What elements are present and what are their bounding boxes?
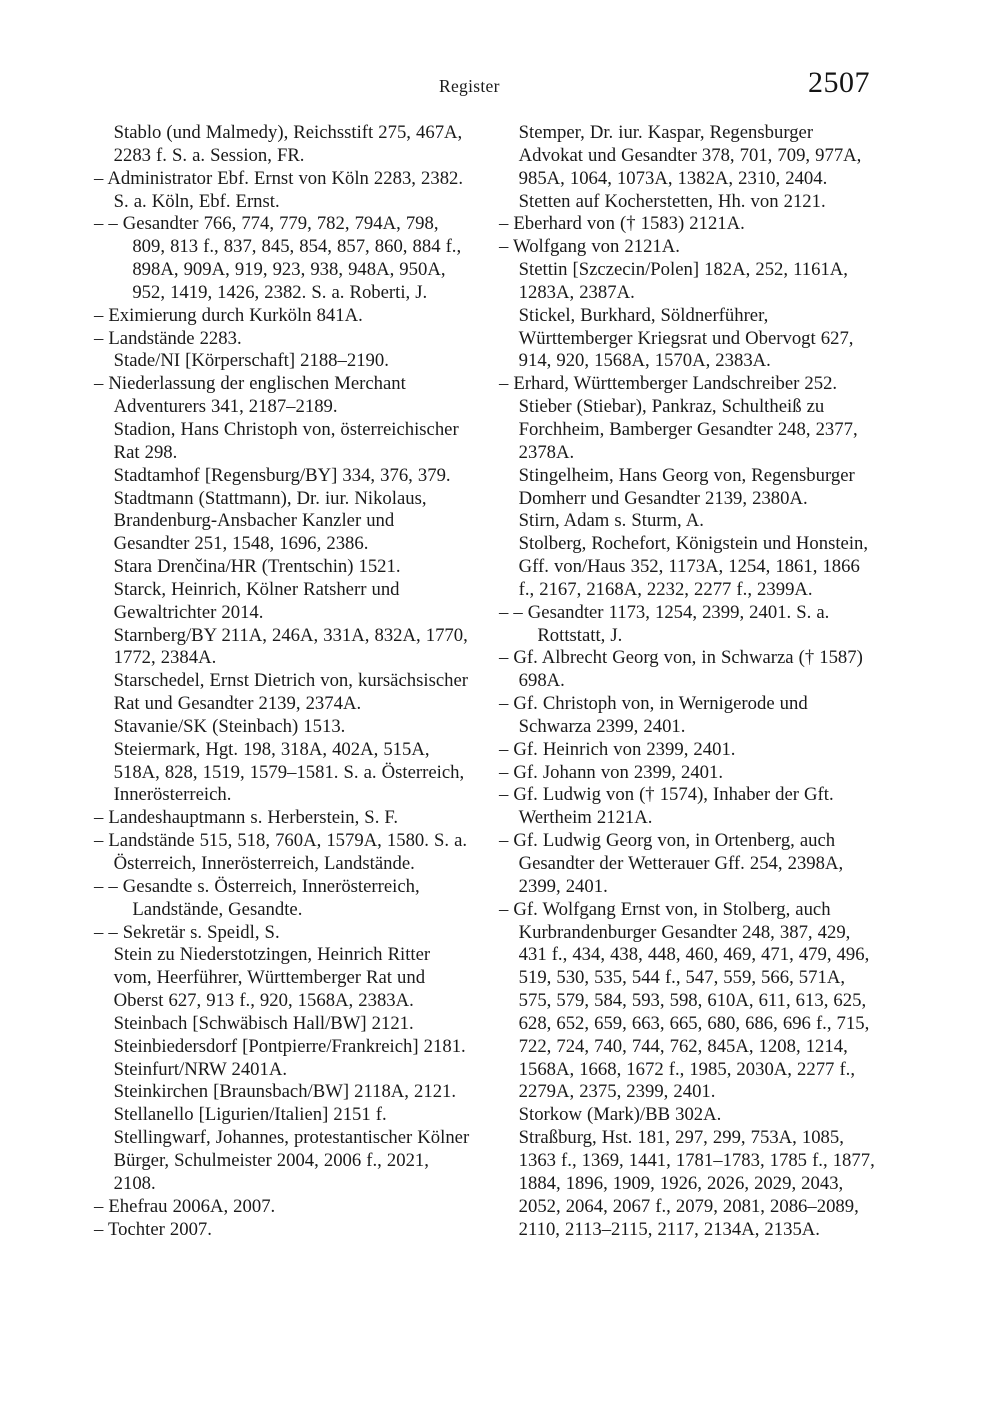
index-entry: – Wolfgang von 2121A.: [499, 236, 680, 258]
index-entry: Steinbiedersdorf [Pontpierre/Frankreich] 2181.: [113, 1035, 466, 1057]
index-entry: Steinbach [Schwäbisch Hall/BW] 2121.: [113, 1012, 414, 1034]
index-entry: Stein zu Niederstotzingen, Heinrich Ritter vom, Heerführer, Württemberger Rat und Oberst 627, 913 f., 920, 1568A, 2383A.: [113, 944, 431, 1012]
index-entry: – Tochter 2007.: [94, 1218, 212, 1240]
index-entry: Starck, Heinrich, Kölner Ratsherr und Gewaltrichter 2014.: [113, 578, 400, 623]
index-entry: – Niederlassung der englischen Merchant Adventurers 341, 2187–2189.: [94, 373, 406, 418]
index-columns: [94, 122, 876, 1241]
index-entry: Stadtmann (Stattmann), Dr. iur. Nikolaus, Brandenburg-Ansbacher Kanzler und Gesandter 251, 1548, 1696, 2386.: [113, 487, 427, 555]
index-entry: – Gf. Johann von 2399, 2401.: [499, 761, 724, 783]
index-entry: Stavanie/SK (Steinbach) 1513.: [113, 715, 346, 737]
running-head: [94, 66, 870, 106]
index-column-right: [499, 122, 876, 1241]
index-entry: – Eximierung durch Kurköln 841A.: [94, 304, 363, 326]
index-entry: Stettin [Szczecin/Polen] 182A, 252, 1161A, 1283A, 2387A.: [518, 259, 848, 303]
index-entry: – Administrator Ebf. Ernst von Köln 2283, 2382. S. a. Köln, Ebf. Ernst.: [94, 167, 464, 212]
index-entry: – Gf. Ludwig von († 1574), Inhaber der Gft. Wertheim 2121A.: [499, 784, 834, 829]
index-entry: Stieber (Stiebar), Pankraz, Schultheiß zu Forchheim, Bamberger Gesandter 248, 2377, 2378A.: [518, 396, 858, 463]
index-entry: Straßburg, Hst. 181, 297, 299, 753A, 1085, 1363 f., 1369, 1441, 1781–1783, 1785 f., 1877, 1884, 1896, 1909, 1926, 2026, 2029, 2043, 2052, 2064, 2067 f., 2079, 2081, 2086–2089, 2110, 2113–2115, 2117, 2134A, 2135A.: [518, 1127, 875, 1240]
index-entry: – – Gesandter 1173, 1254, 2399, 2401. S. a. Rottstatt, J.: [499, 601, 830, 646]
index-entry: Steiermark, Hgt. 198, 318A, 402A, 515A, 518A, 828, 1519, 1579–1581. S. a. Österreich, Innerösterreich.: [113, 738, 465, 806]
index-entry: Stara Drenčina/HR (Trentschin) 1521.: [113, 556, 401, 578]
index-entry: Starschedel, Ernst Dietrich von, kursächsischer Rat und Gesandter 2139, 2374A.: [113, 670, 469, 715]
index-entry: – Gf. Heinrich von 2399, 2401.: [499, 738, 736, 760]
index-entry: Stablo (und Malmedy), Reichsstift 275, 467A, 2283 f. S. a. Session, FR.: [113, 122, 463, 166]
index-entry: Stetten auf Kocherstetten, Hh. von 2121.: [518, 190, 826, 212]
index-entry: Stemper, Dr. iur. Kaspar, Regensburger Advokat und Gesandter 378, 701, 709, 977A, 985A, 1064, 1073A, 1382A, 2310, 2404.: [518, 122, 862, 189]
index-entry: Stellingwarf, Johannes, protestantischer Kölner Bürger, Schulmeister 2004, 2006 f., 2021, 2108.: [113, 1127, 470, 1194]
index-entry: – Gf. Wolfgang Ernst von, in Stolberg, auch Kurbrandenburger Gesandter 248, 387, 429, 431 f., 434, 438, 448, 460, 469, 471, 479, 496, 519, 530, 535, 544 f., 547, 559, 566, 571A, 575, 579, 584, 593, 598, 610A, 611, 613, 625, 628, 652, 659, 663, 665, 680, 686, 696 f., 715, 722, 724, 740, 744, 762, 845A, 1208, 1214, 1568A, 1668, 1672 f., 1985, 2030A, 2277 f., 2279A, 2375, 2399, 2401.: [499, 898, 870, 1103]
index-entry: – Gf. Christoph von, in Wernigerode und Schwarza 2399, 2401.: [499, 693, 808, 737]
index-entry: – Landeshauptmann s. Herberstein, S. F.: [94, 807, 398, 829]
index-entry: Stolberg, Rochefort, Königstein und Honstein, Gff. von/Haus 352, 1173A, 1254, 1861, 1866 f., 2167, 2168A, 2232, 2277 f., 2399A.: [518, 533, 869, 600]
index-entry: – – Gesandte s. Österreich, Innerösterreich, Landstände, Gesandte.: [94, 875, 420, 920]
index-entry: Stellanello [Ligurien/Italien] 2151 f.: [113, 1104, 387, 1126]
index-entry: – – Gesandter 766, 774, 779, 782, 794A, 798, 809, 813 f., 837, 845, 854, 857, 860, 884 f., 898A, 909A, 919, 923, 938, 948A, 950A, 952, 1419, 1426, 2382. S. a. Roberti, J.: [94, 213, 462, 303]
index-entry: Stickel, Burkhard, Söldnerführer, Württemberger Kriegsrat und Obervogt 627, 914, 920, 1568A, 1570A, 2383A.: [518, 304, 854, 372]
index-entry: Storkow (Mark)/BB 302A.: [518, 1104, 722, 1126]
index-entry: Stade/NI [Körperschaft] 2188–2190.: [113, 350, 389, 372]
page-number: 2507: [808, 66, 870, 99]
index-entry: – Eberhard von († 1583) 2121A.: [499, 213, 745, 235]
index-entry: – Ehefrau 2006A, 2007.: [94, 1195, 276, 1217]
index-entry: – – Sekretär s. Speidl, S.: [94, 921, 280, 943]
index-entry: – Landstände 515, 518, 760A, 1579A, 1580. S. a. Österreich, Innerösterreich, Landstände.: [94, 830, 468, 874]
index-entry: – Landstände 2283.: [94, 327, 242, 349]
index-entry: – Erhard, Württemberger Landschreiber 252.: [499, 373, 838, 395]
index-entry: – Gf. Albrecht Georg von, in Schwarza († 1587) 698A.: [499, 647, 863, 692]
index-entry: Steinfurt/NRW 2401A.: [113, 1058, 288, 1080]
index-entry: Steinkirchen [Braunsbach/BW] 2118A, 2121.: [113, 1081, 457, 1103]
index-entry: Stirn, Adam s. Sturm, A.: [518, 510, 704, 532]
index-entry: Stingelheim, Hans Georg von, Regensburger Domherr und Gesandter 2139, 2380A.: [518, 464, 855, 509]
index-entry: Starnberg/BY 211A, 246A, 331A, 832A, 1770, 1772, 2384A.: [113, 624, 468, 669]
index-entry: Stadion, Hans Christoph von, österreichischer Rat 298.: [113, 418, 459, 463]
index-entry: Stadtamhof [Regensburg/BY] 334, 376, 379.: [113, 464, 451, 486]
running-head-title: Register: [439, 76, 500, 96]
index-entry: – Gf. Ludwig Georg von, in Ortenberg, auch Gesandter der Wetterauer Gff. 254, 2398A, 2399, 2401.: [499, 830, 844, 897]
index-column-left: [94, 122, 471, 1241]
